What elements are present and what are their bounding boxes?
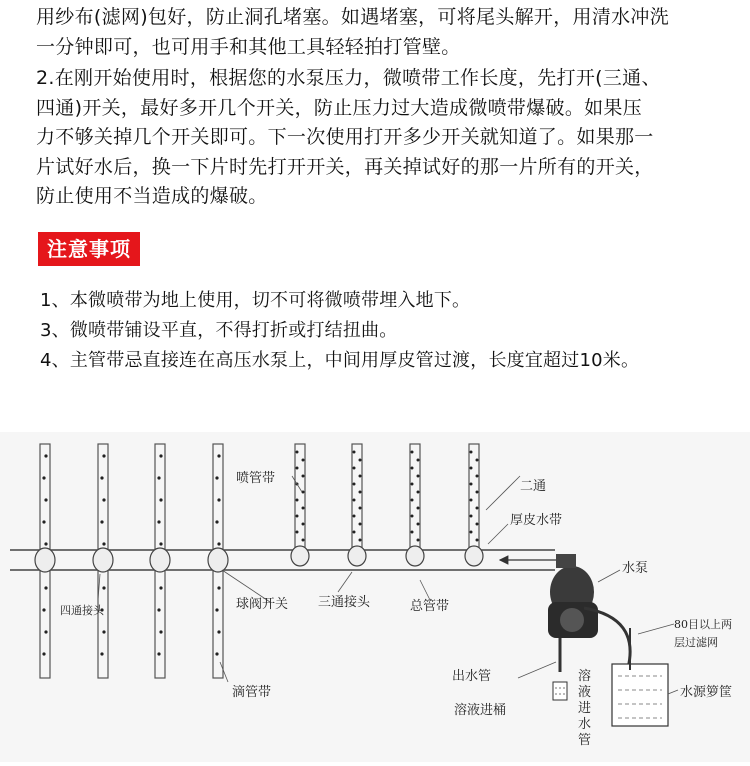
tee-fitting bbox=[291, 546, 309, 566]
text-line: 力不够关掉几个开关即可。下一次使用打开多少开关就知道了。如果那一 bbox=[36, 126, 654, 148]
spray-hole bbox=[359, 539, 362, 542]
spray-hole bbox=[296, 499, 299, 502]
drip-hole bbox=[42, 476, 45, 479]
label-solution-bucket: 溶液进桶 bbox=[454, 703, 507, 718]
four-way-fitting bbox=[35, 548, 55, 572]
spray-hole bbox=[411, 515, 414, 518]
spray-hole bbox=[417, 459, 420, 462]
drip-hole bbox=[217, 498, 220, 501]
text-line: 用纱布(滤网)包好，防止洞孔堵塞。如遇堵塞，可将尾头解开，用清水冲洗 bbox=[36, 6, 670, 28]
label-water-basket: 水源箩筐 bbox=[680, 685, 733, 700]
drip-hole bbox=[157, 476, 160, 479]
spray-hole bbox=[470, 451, 473, 454]
drip-hole bbox=[217, 630, 220, 633]
spray-hole bbox=[411, 451, 414, 454]
drip-hole bbox=[215, 476, 218, 479]
spray-hole bbox=[302, 475, 305, 478]
text-line: 片试好水后，换一下片时先打开开关，再关掉试好的那一片所有的开关， bbox=[36, 155, 654, 178]
drip-hole bbox=[215, 652, 218, 655]
drip-hole bbox=[100, 652, 103, 655]
drip-hole bbox=[44, 630, 47, 633]
drip-hole bbox=[217, 586, 220, 589]
drip-hole bbox=[159, 586, 162, 589]
tee-fitting bbox=[348, 546, 366, 566]
drip-hole bbox=[159, 630, 162, 633]
notice-list bbox=[40, 286, 639, 376]
tee-fitting bbox=[406, 546, 424, 566]
spray-hole bbox=[353, 499, 356, 502]
spray-hole bbox=[470, 483, 473, 486]
spray-hole bbox=[470, 499, 473, 502]
text-line: 四通)开关，最好多开几个开关，防止压力过大造成微喷带爆破。如果压 bbox=[36, 96, 643, 119]
label-solution-tube-1: 溶 bbox=[578, 669, 592, 684]
spray-hole bbox=[476, 491, 479, 494]
label-outlet-pipe: 出水管 bbox=[452, 669, 492, 684]
drip-hole bbox=[217, 454, 220, 457]
drip-hole bbox=[157, 520, 160, 523]
label-tee: 三通接头 bbox=[318, 595, 371, 610]
spray-hole bbox=[411, 467, 414, 470]
label-filter-1: 80目以上两 bbox=[674, 618, 732, 631]
tee-fitting bbox=[465, 546, 483, 566]
label-solution-tube-2: 液 bbox=[578, 685, 592, 700]
drip-hole bbox=[42, 520, 45, 523]
notice-heading: 注意事项 bbox=[38, 232, 140, 266]
drip-hole bbox=[157, 652, 160, 655]
instruction-paragraph-2 bbox=[36, 64, 736, 212]
drip-hole bbox=[100, 520, 103, 523]
irrigation-diagram bbox=[0, 432, 750, 762]
spray-hole bbox=[470, 467, 473, 470]
spray-hole bbox=[476, 539, 479, 542]
spray-hole bbox=[417, 523, 420, 526]
label-thick-hose: 厚皮水带 bbox=[510, 513, 563, 528]
text-line: 防止使用不当造成的爆破。 bbox=[36, 185, 268, 207]
spray-hole bbox=[353, 467, 356, 470]
notice-item: 3、微喷带铺设平直，不得打折或打结扭曲。 bbox=[40, 320, 398, 341]
label-four-way: 四通接头 bbox=[60, 604, 104, 617]
label-solution-tube-5: 管 bbox=[578, 733, 592, 748]
label-ball-valve: 球阀开关 bbox=[236, 597, 289, 612]
solution-bucket-icon bbox=[553, 682, 567, 700]
drip-hole bbox=[42, 652, 45, 655]
spray-hole bbox=[353, 451, 356, 454]
spray-hole bbox=[359, 475, 362, 478]
spray-hole bbox=[302, 507, 305, 510]
spray-hole bbox=[470, 515, 473, 518]
label-filter-2: 层过滤网 bbox=[674, 636, 718, 649]
drip-hole bbox=[159, 542, 162, 545]
label-two-way: 二通 bbox=[520, 479, 547, 494]
spray-hole bbox=[296, 515, 299, 518]
spray-hole bbox=[359, 459, 362, 462]
spray-hole bbox=[302, 523, 305, 526]
drip-hole bbox=[215, 608, 218, 611]
drip-hole bbox=[44, 498, 47, 501]
spray-hole bbox=[476, 475, 479, 478]
drip-hole bbox=[102, 454, 105, 457]
notice-item: 4、主管带忌直接连在高压水泵上，中间用厚皮管过渡，长度宜超过10米。 bbox=[40, 350, 640, 371]
label-solution-tube-4: 水 bbox=[578, 717, 592, 732]
spray-hole bbox=[417, 475, 420, 478]
instruction-paragraph-1 bbox=[36, 3, 736, 62]
drip-hole bbox=[102, 630, 105, 633]
notice-item: 1、本微喷带为地上使用，切不可将微喷带埋入地下。 bbox=[40, 290, 471, 311]
spray-hole bbox=[417, 539, 420, 542]
pump-icon bbox=[548, 554, 630, 672]
drip-hole bbox=[159, 498, 162, 501]
spray-hole bbox=[296, 451, 299, 454]
label-solution-tube-3: 进 bbox=[578, 701, 592, 716]
drip-hole bbox=[157, 608, 160, 611]
text-line: 2.在刚开始使用时，根据您的水泵压力，微喷带工作长度，先打开(三通、 bbox=[36, 67, 661, 89]
spray-hole bbox=[470, 531, 473, 534]
spray-hole bbox=[302, 539, 305, 542]
drip-hole bbox=[100, 476, 103, 479]
spray-hole bbox=[302, 459, 305, 462]
spray-hole bbox=[411, 483, 414, 486]
drip-hole bbox=[159, 454, 162, 457]
drip-hole bbox=[42, 608, 45, 611]
drip-hole bbox=[102, 586, 105, 589]
spray-hole bbox=[296, 467, 299, 470]
drip-hole bbox=[44, 542, 47, 545]
drip-hole bbox=[102, 498, 105, 501]
four-way-fitting bbox=[208, 548, 228, 572]
spray-hole bbox=[411, 499, 414, 502]
four-way-fitting bbox=[93, 548, 113, 572]
label-spray-tape: 喷管带 bbox=[236, 471, 276, 486]
spray-hole bbox=[417, 491, 420, 494]
label-drip-tape: 滴管带 bbox=[232, 685, 272, 700]
drip-hole bbox=[217, 542, 220, 545]
text-line: 一分钟即可，也可用手和其他工具轻轻拍打管壁。 bbox=[36, 35, 461, 58]
four-way-fitting bbox=[150, 548, 170, 572]
label-main-pipe: 总管带 bbox=[410, 599, 450, 614]
spray-hole bbox=[353, 531, 356, 534]
spray-hole bbox=[359, 507, 362, 510]
spray-tapes bbox=[295, 444, 479, 550]
spray-hole bbox=[476, 507, 479, 510]
spray-hole bbox=[417, 507, 420, 510]
drip-tapes bbox=[40, 444, 223, 678]
water-basket-icon bbox=[612, 628, 668, 726]
spray-hole bbox=[353, 483, 356, 486]
spray-hole bbox=[411, 531, 414, 534]
drip-hole bbox=[44, 454, 47, 457]
drip-hole bbox=[215, 520, 218, 523]
label-pump: 水泵 bbox=[622, 561, 649, 576]
spray-hole bbox=[353, 515, 356, 518]
spray-hole bbox=[476, 523, 479, 526]
drip-hole bbox=[102, 542, 105, 545]
spray-hole bbox=[359, 523, 362, 526]
spray-hole bbox=[359, 491, 362, 494]
spray-hole bbox=[296, 531, 299, 534]
diagram-svg bbox=[0, 432, 750, 762]
drip-hole bbox=[44, 586, 47, 589]
spray-hole bbox=[476, 459, 479, 462]
